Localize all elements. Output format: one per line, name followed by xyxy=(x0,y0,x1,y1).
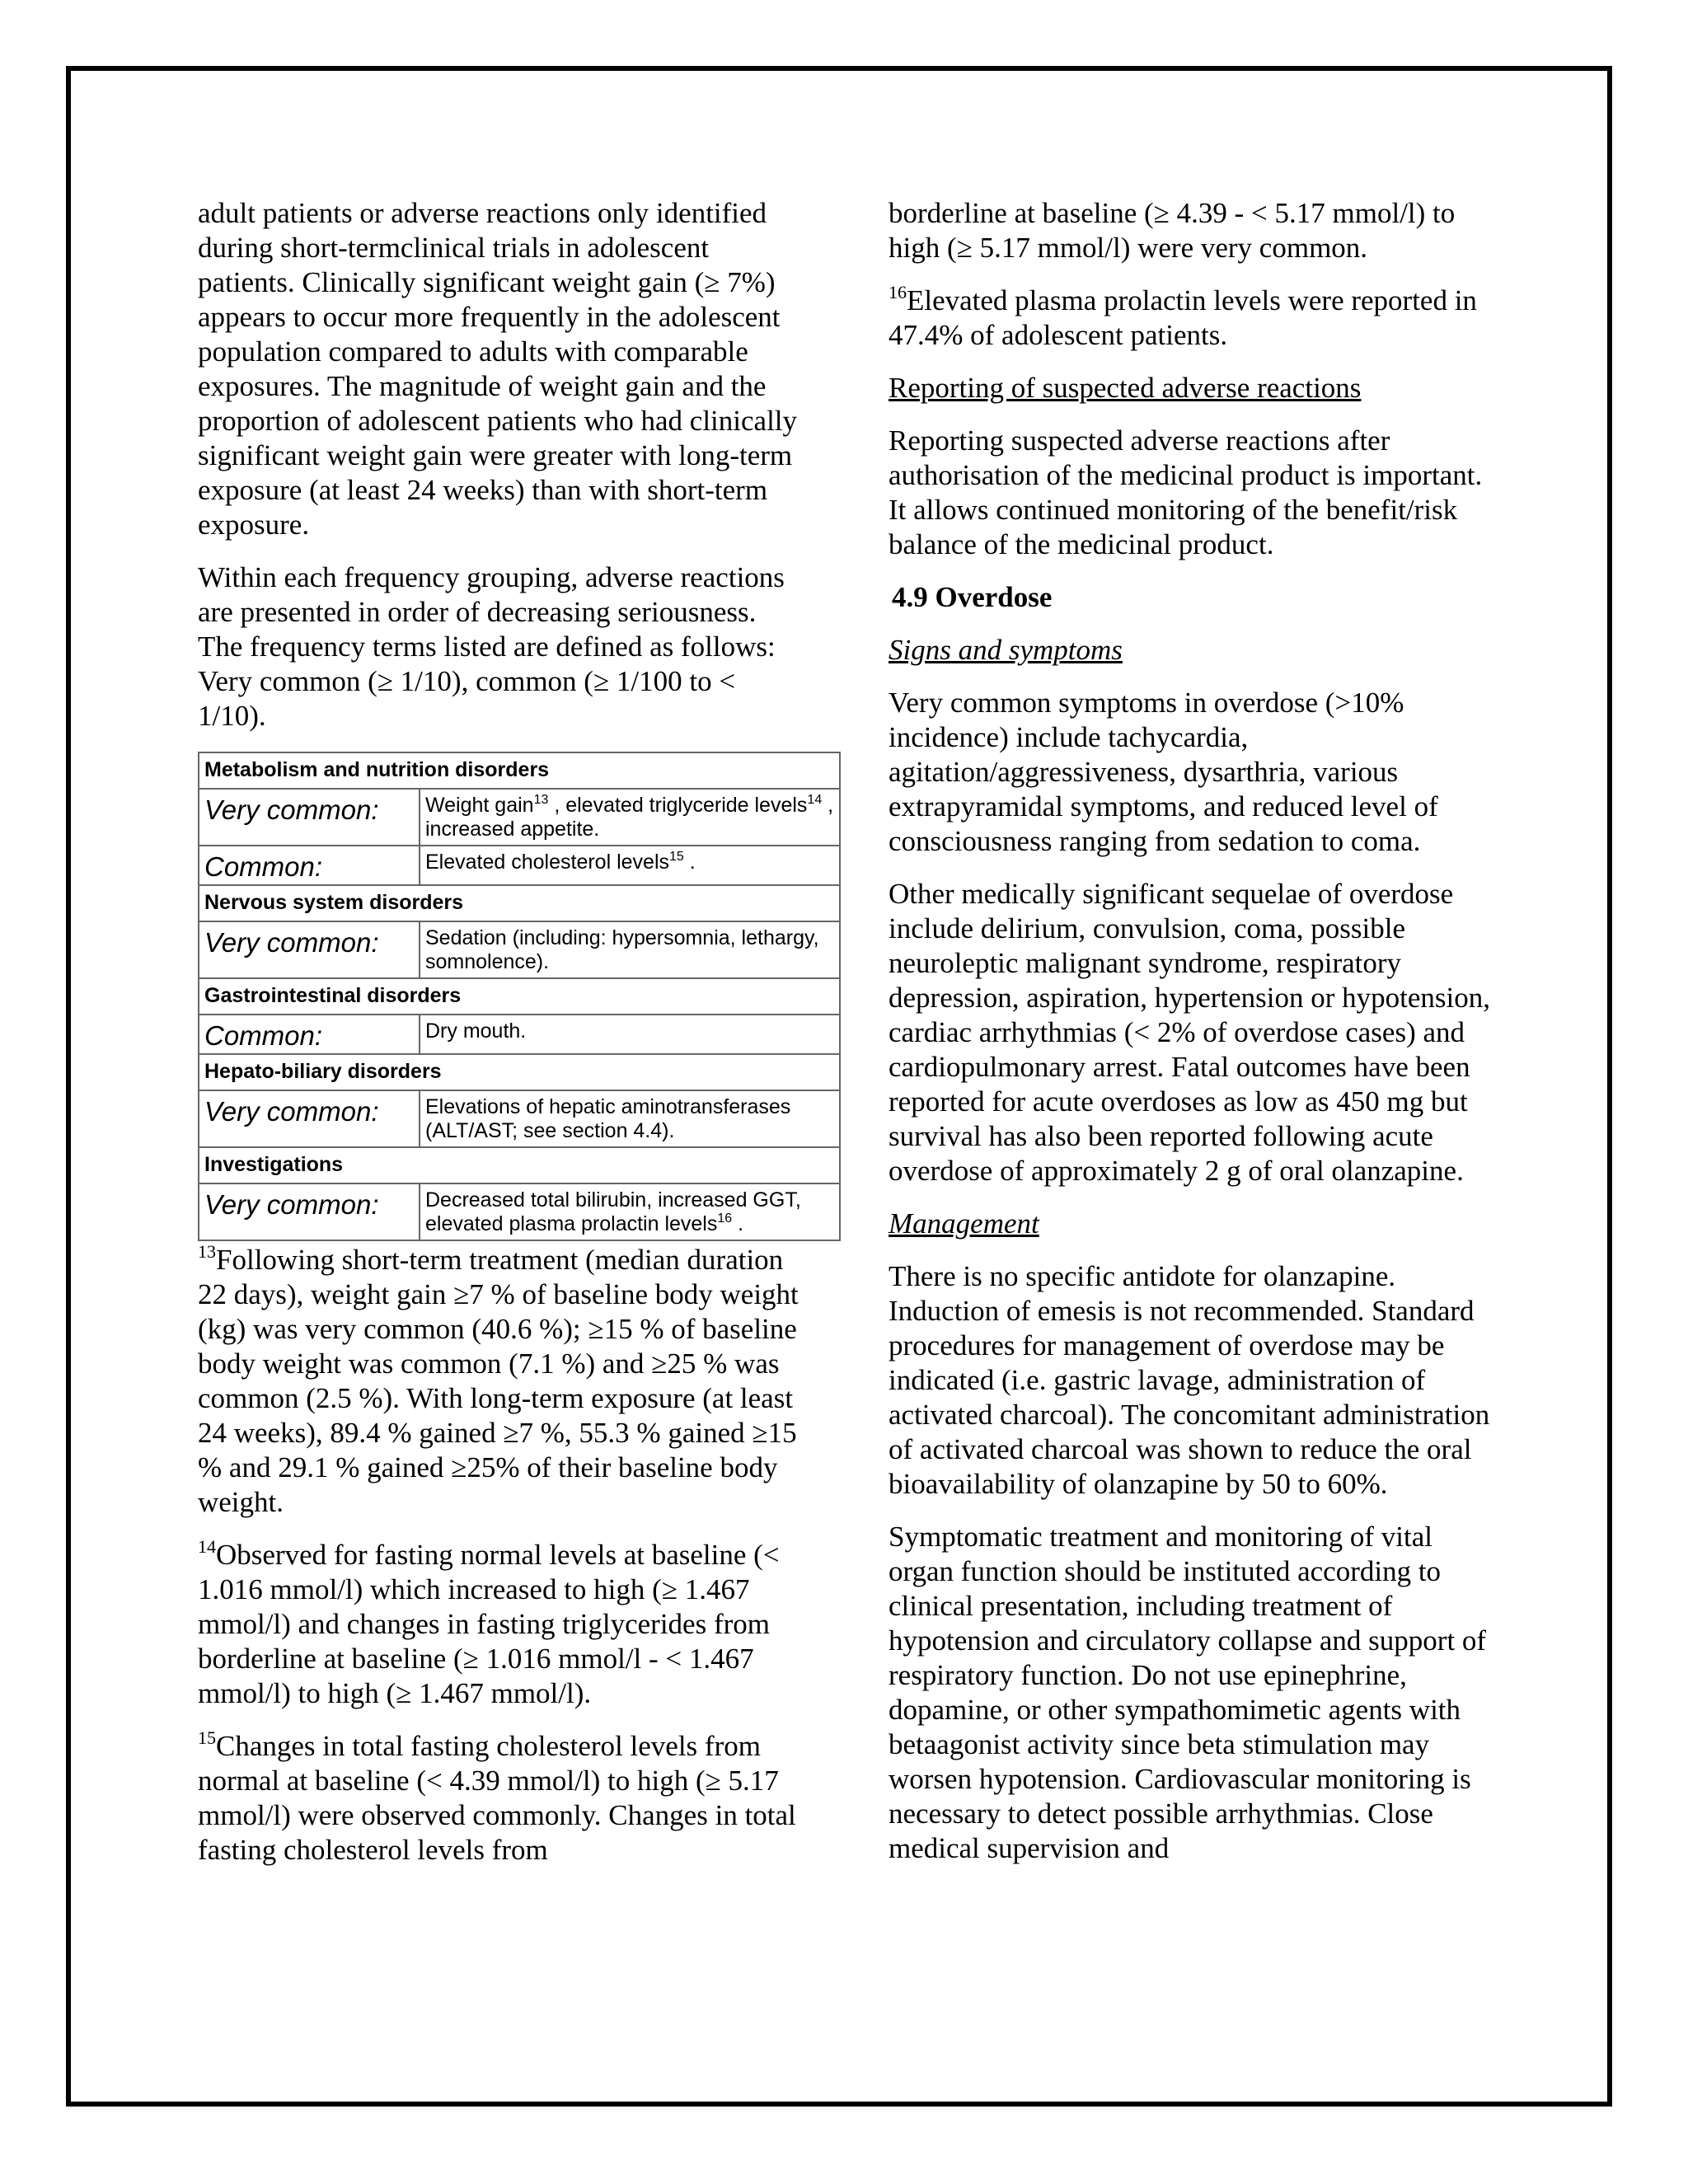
reporting-paragraph: Reporting suspected adverse reactions after authorisation of the medicinal product is important. It allows continued monitoring of the benefit/risk balance of the medicinal product. xyxy=(889,424,1483,560)
table-row xyxy=(199,1183,840,1240)
signs-paragraph-1: Very common symptoms in overdose (>10% incidence) include tachycardia, agitation/aggressiveness, dysarthria, various extrapyramidal symptoms, and reduced level of consciousness ranging from sedation to coma. xyxy=(889,687,1438,857)
footnote-marker: 16 xyxy=(889,282,907,302)
footnote-16: $^{16}$Elevated plasma prolactin levels were reported in 47.4% of adolescent patients. xyxy=(889,282,1477,351)
footnote-15: $^{15}$Changes in total fasting cholesterol levels from normal at baseline (< 4.39 mmol/l) to high (≥ 5.17 mmol/l) were observed commonly. Changes in total fasting cholesterol levels from xyxy=(198,1727,796,1866)
section-heading-overdose: 4.9 Overdose xyxy=(892,581,1053,613)
table-category-row xyxy=(199,1147,840,1183)
left-column xyxy=(198,196,834,1886)
reaction-cell: Sedation (including: hypersomnia, lethargy, somnolence). xyxy=(420,921,840,978)
frequency-cell: Very common: xyxy=(199,1090,420,1147)
frequency-cell: Very common: xyxy=(199,1183,420,1240)
table-category-row xyxy=(199,752,840,789)
table-row xyxy=(199,1015,840,1054)
management-heading: Management xyxy=(889,1207,1039,1240)
management-paragraph-2: Symptomatic treatment and monitoring of vital organ function should be instituted according to clinical presentation, including treatment of hypotension and circulatory collapse and support of respiratory function. Do not use epinephrine, dopamine, or other sympathomimetic agents with betaagonist activity since beta stimulation may worsen hypotension. Cardiovascular monitoring is necessary to detect possible arrhythmias. Close medical supervision and xyxy=(889,1521,1487,1864)
frequency-cell: Common: xyxy=(199,1015,420,1054)
footnote-marker: 14 xyxy=(198,1536,216,1557)
reporting-heading: Reporting of suspected adverse reactions xyxy=(889,372,1362,404)
table-category-row xyxy=(199,1054,840,1090)
frequency-definitions-paragraph: Within each frequency grouping, adverse reactions are presented in order of decreasing seriousness. The frequency terms listed are defined as follows: Very common (≥ 1/10), common (≥ 1/100 to < 1/10). xyxy=(198,561,785,732)
footnote-marker: 13 xyxy=(198,1241,216,1262)
management-paragraph-1: There is no specific antidote for olanzapine. Induction of emesis is not recommended. Standard procedures for management of overdose may be indicated (i.e. gastric lavage, administration of activated charcoal). The concomitant administration of activated charcoal was shown to reduce the oral bioavailability of olanzapine by 50 to 60%. xyxy=(889,1260,1490,1500)
footnote-marker: 15 xyxy=(198,1727,216,1748)
table-row xyxy=(199,846,840,885)
reaction-cell: Elevated cholesterol levels$^{15}$ . xyxy=(420,846,840,885)
reaction-cell: Weight gain$^{13}$ , elevated triglyceride levels$^{14}$ , increased appetite. xyxy=(420,789,840,846)
frequency-cell: Very common: xyxy=(199,921,420,978)
signs-symptoms-heading: Signs and symptoms xyxy=(889,634,1123,666)
table-row xyxy=(199,789,840,846)
frequency-cell: Very common: xyxy=(199,789,420,846)
footnote-14: $^{14}$Observed for fasting normal levels at baseline (< 1.016 mmol/l) which increased to high (≥ 1.467 mmol/l) and changes in fasting triglycerides from borderline at baseline (≥ 1.016 mmol/l - < 1.467 mmol/l) to high (≥ 1.467 mmol/l). xyxy=(198,1536,780,1709)
category-investigations: Investigations xyxy=(199,1147,840,1183)
table-category-row xyxy=(199,978,840,1015)
right-column xyxy=(889,196,1490,1884)
category-gastrointestinal: Gastrointestinal disorders xyxy=(199,978,840,1015)
category-nervous-system: Nervous system disorders xyxy=(199,885,840,921)
table-category-row xyxy=(199,885,840,921)
table-row xyxy=(199,1090,840,1147)
reaction-cell: Elevations of hepatic aminotransferases (ALT/AST; see section 4.4). xyxy=(420,1090,840,1147)
table-row xyxy=(199,921,840,978)
signs-paragraph-2: Other medically significant sequelae of overdose include delirium, convulsion, coma, possible neuroleptic malignant syndrome, respiratory depression, aspiration, hypertension or hypotension, cardiac arrhythmias (< 2% of overdose cases) and cardiopulmonary arrest. Fatal outcomes have been reported for acute overdoses as low as 450 mg but survival has also been reported following acute overdose of approximately 2 g of oral olanzapine. xyxy=(889,878,1491,1187)
adverse-reactions-table xyxy=(198,752,841,1241)
adolescent-weight-paragraph: adult patients or adverse reactions only identified during short-termclinical trials in adolescent patients. Clinically significant weight gain (≥ 7%) appears to occur more frequently in the adolescent population compared to adults with comparable exposures. The magnitude of weight gain and the proportion of adolescent patients who had clinically significant weight gain were greater with long-term exposure (at least 24 weeks) than with short-term exposure. xyxy=(198,197,798,541)
category-hepato-biliary: Hepato-biliary disorders xyxy=(199,1054,840,1090)
footnote-15-continued: borderline at baseline (≥ 4.39 - < 5.17 mmol/l) to high (≥ 5.17 mmol/l) were very common. xyxy=(889,197,1456,264)
category-metabolism: Metabolism and nutrition disorders xyxy=(199,752,840,789)
frequency-cell: Common: xyxy=(199,846,420,885)
reaction-cell: Decreased total bilirubin, increased GGT, elevated plasma prolactin levels$^{16}$ . xyxy=(420,1183,840,1240)
footnote-13: $^{13}$Following short-term treatment (median duration 22 days), weight gain ≥7 % of baseline body weight (kg) was very common (40.6 %); ≥15 % of baseline body weight was common (7.1 %) and ≥25 % was common (2.5 %). With long-term exposure (at least 24 weeks), 89.4 % gained ≥7 %, 55.3 % gained ≥15 % and 29.1 % gained ≥25% of their baseline body weight. xyxy=(198,1241,799,1518)
reaction-cell: Dry mouth. xyxy=(420,1015,840,1054)
